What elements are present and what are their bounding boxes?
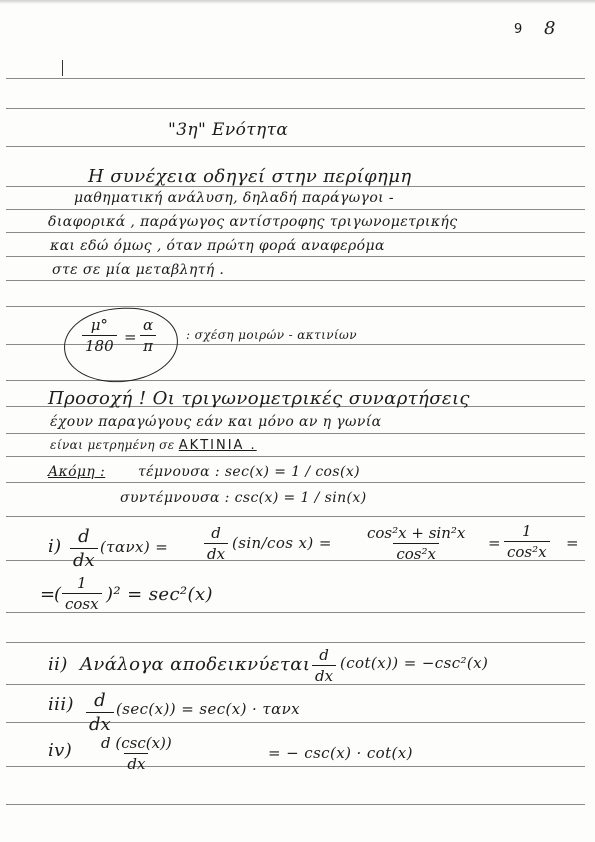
item-iii-derivative — [86, 690, 114, 735]
warning-line-3 — [50, 438, 257, 453]
item-i-den-3: cos²x — [504, 541, 550, 561]
item-i-dx-2: dx — [204, 543, 228, 563]
ruled-line — [6, 456, 585, 457]
ruled-line — [6, 306, 585, 307]
definitions-label: Ακόμη : — [48, 464, 106, 480]
item-i-rhs: (sin/cos x) = — [232, 534, 332, 552]
item-i-fraction-3 — [504, 522, 550, 561]
item-ii-function: (cot(x)) = −csc²(x) — [340, 654, 489, 672]
ruled-line — [6, 380, 585, 381]
item-i-num-4: 1 — [77, 574, 87, 592]
radians-emphasis: ΑΚΤΙΝΙΑ . — [178, 438, 257, 453]
item-i-marker: i) — [48, 536, 62, 557]
radians-fraction — [140, 316, 156, 355]
item-iii-marker: iii) — [48, 694, 74, 715]
section-heading: "3η" Ενότητα — [168, 120, 289, 140]
item-i-den-4: cosx — [62, 593, 102, 613]
item-ii-dx: dx — [312, 665, 336, 685]
item-i-num-3: 1 — [522, 522, 532, 540]
item-i-num-2: cos²x + sin²x — [367, 524, 466, 542]
item-i-eq-3: = — [566, 534, 579, 552]
item-i-fraction-4 — [62, 574, 102, 613]
page-number: 9 — [514, 22, 523, 37]
equals-sign: = — [124, 328, 137, 346]
item-iii-function: (sec(x)) = sec(x) · τανx — [116, 700, 300, 718]
warning-line-2: έχουν παραγώγους εάν και μόνο αν η γωνία — [50, 414, 382, 430]
scan-edge — [0, 0, 595, 4]
intro-line-2: μαθηματική ανάλυση, δηλαδή παράγωγοι - — [74, 190, 395, 206]
ruled-line — [6, 433, 585, 434]
ruled-line — [6, 256, 585, 257]
item-i-eq-2: = — [488, 534, 501, 552]
secant-definition: τέμνουσα : sec(x) = 1 / cos(x) — [138, 464, 360, 480]
ruled-line — [6, 482, 585, 483]
item-i-den-2: cos²x — [393, 543, 439, 563]
intro-line-4: και εδώ όμως , όταν πρώτη φορά αναφερόμα — [50, 238, 385, 254]
item-i-function: (τανx) = — [100, 538, 169, 556]
radians-numerator: α — [143, 316, 154, 334]
degrees-fraction — [82, 316, 117, 355]
item-iii-d: d — [94, 690, 106, 711]
intro-line-5: στε σε μία μεταβλητή . — [52, 262, 225, 278]
ruled-line — [6, 684, 585, 685]
item-ii-derivative — [312, 646, 336, 685]
ruled-line — [6, 209, 585, 210]
item-iv-derivative — [98, 734, 175, 773]
cosecant-definition: συντέμνουσα : csc(x) = 1 / sin(x) — [120, 490, 367, 506]
item-i-derivative — [70, 526, 98, 571]
item-i-derivative-2 — [204, 524, 228, 563]
ruled-line — [6, 146, 585, 147]
ruled-line — [6, 78, 585, 79]
ruled-line — [6, 642, 585, 643]
ruled-line — [6, 766, 585, 767]
ruled-line — [6, 804, 585, 805]
ruled-line — [6, 516, 585, 517]
circled-formula — [62, 305, 180, 385]
item-iv-d: d (csc(x)) — [101, 734, 172, 752]
degrees-denominator: 180 — [82, 335, 117, 355]
intro-line-1: Η συνέχεια οδηγεί στην περίφημη — [88, 166, 412, 187]
item-iv-marker: iv) — [48, 740, 73, 761]
item-iv-function: = − csc(x) · cot(x) — [268, 744, 413, 762]
item-i-d-2: d — [211, 524, 221, 542]
item-i-line2-rest: )² = sec²(x) — [106, 584, 213, 605]
item-ii-text: Ανάλογα αποδεικνύεται — [80, 654, 311, 675]
intro-line-3: διαφορικά , παράγωγος αντίστροφης τριγωνομετρικής — [48, 214, 458, 230]
item-i-line2-eq: = — [40, 584, 56, 605]
item-iii-dx: dx — [86, 712, 114, 735]
ruled-line — [6, 232, 585, 233]
ruled-line — [6, 280, 585, 281]
item-i-dx: dx — [70, 548, 98, 571]
item-ii-d: d — [319, 646, 329, 664]
item-iv-dx: dx — [124, 753, 148, 773]
item-ii-marker: ii) — [48, 654, 68, 675]
ruled-line — [6, 108, 585, 109]
item-i-fraction-2 — [364, 524, 468, 563]
margin-mark — [62, 60, 63, 76]
item-i-open-paren: ( — [54, 584, 62, 605]
page-number-handwritten: 8 — [544, 18, 556, 39]
warning-line-1: Προσοχή ! Οι τριγωνομετρικές συναρτήσεις — [48, 388, 470, 409]
degrees-numerator: μ° — [90, 316, 108, 334]
warning-line-3-text: είναι μετρημένη σε — [50, 438, 175, 452]
conversion-caption: : σχέση μοιρών - ακτινίων — [186, 328, 357, 342]
radians-denominator: π — [140, 335, 156, 355]
item-i-d: d — [78, 526, 90, 547]
